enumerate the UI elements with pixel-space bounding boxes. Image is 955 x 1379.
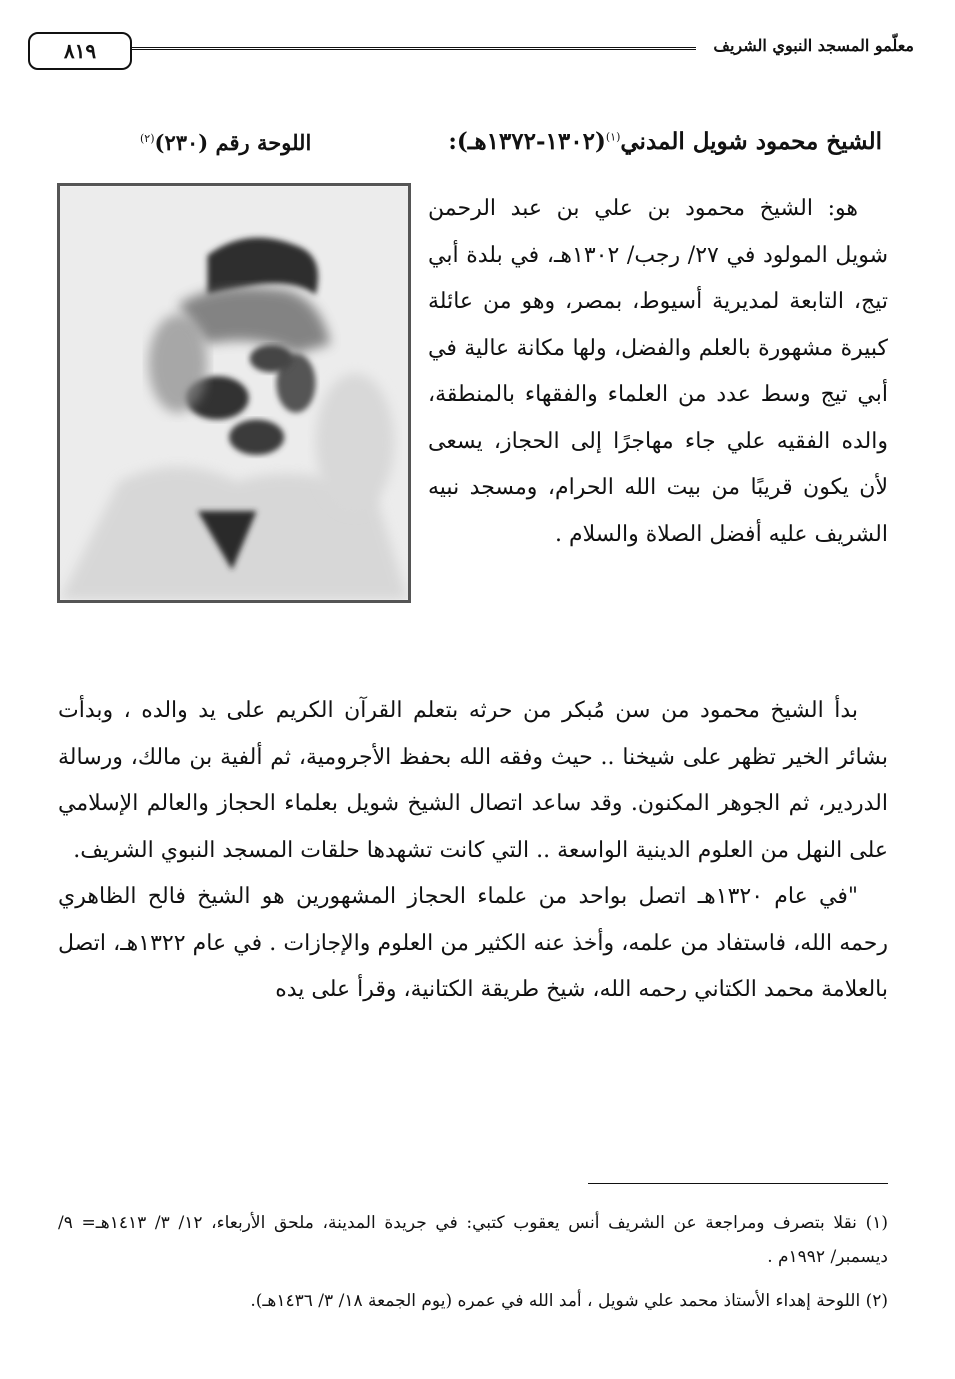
entry-dates: (١٣٠٢-١٣٧٢هـ):: [448, 128, 606, 155]
plate-label: [140, 130, 311, 155]
page-header: [28, 28, 928, 74]
page-number: ٨١٩: [28, 32, 132, 70]
footnote-2: (٢) اللوحة إهداء الأستاذ محمد علي شويل ، أمد الله في عمره (يوم الجمعة ١٨/ ٣/ ١٤٣٦هـ).: [250, 1291, 888, 1311]
portrait-photo-icon: [60, 186, 408, 600]
plate-number: اللوحة رقم (٢٣٠): [154, 130, 312, 155]
footnote-ref-1[interactable]: (١): [605, 130, 621, 144]
running-title: معلّمو المسجد النبوي الشريف: [713, 36, 914, 55]
footnote-1: (١) نقلا بتصرف ومراجعة عن الشريف أنس يعقوب كتبي: في جريدة المدينة، ملحق الأربعاء، ١٢/ ٣/ ١٤١٣هـ= ٩/ ديسمبر/ ١٩٩٢م .: [58, 1213, 888, 1267]
paragraph-1: بدأ الشيخ محمود من سن مُبكر من حرثه بتعلم القرآن الكريم على يد والده ، وبدأت بشائر الخير تظهر على شيخنا .. حيث وفقه الله بحفظ الأجرومية، ثم ألفية بن مالك، ورسالة الدردير، ثم الجوهر المكنون. وقد ساعد اتصال الشيخ شويل بعلماء الحجاز والعالم الإسلامي على النهل من العلوم الدينية الواسعة .. التي كانت تشهدها حلقات المسجد النبوي الشريف.: [58, 698, 888, 863]
intro-text: هو: الشيخ محمود بن علي بن عبد الرحمن شويل المولود في ٢٧/ رجب/ ١٣٠٢هـ، في بلدة أبي تيج، التابعة لمديرية أسيوط، بمصر، وهو من عائلة كبيرة مشهورة بالعلم والفضل، ولها مكانة عالية في أبي تيج وسط عدد من العلماء والفقهاء بالمنطقة، والده الفقيه علي جاء مهاجرًا إلى الحجاز، يسعى لأن يكون قريبًا من بيت الله الحرام، ومسجد نبيه الشريف عليه أفضل الصلاة والسلام .: [428, 196, 888, 547]
footnotes: [58, 1206, 888, 1328]
entry-title: [448, 128, 882, 155]
footnote-ref-2[interactable]: (٢): [140, 132, 155, 145]
header-rule: [132, 47, 696, 50]
portrait-photo: [57, 183, 411, 603]
footnote-separator: [588, 1183, 888, 1184]
intro-paragraph: [428, 186, 888, 558]
main-text: [58, 688, 888, 1014]
entry-heading: [60, 128, 882, 168]
entry-name: الشيخ محمود شويل المدني: [620, 128, 882, 155]
paragraph-2: "في عام ١٣٢٠هـ اتصل بواحد من علماء الحجاز المشهورين هو الشيخ فالح الظاهري رحمه الله، فاستفاد من علمه، وأخذ عنه الكثير من العلوم والإجازات . في عام ١٣٢٢هـ، اتصل بالعلامة محمد الكتاني رحمه الله، شيخ طريقة الكتانية، وقرأ على يده: [58, 884, 888, 1002]
